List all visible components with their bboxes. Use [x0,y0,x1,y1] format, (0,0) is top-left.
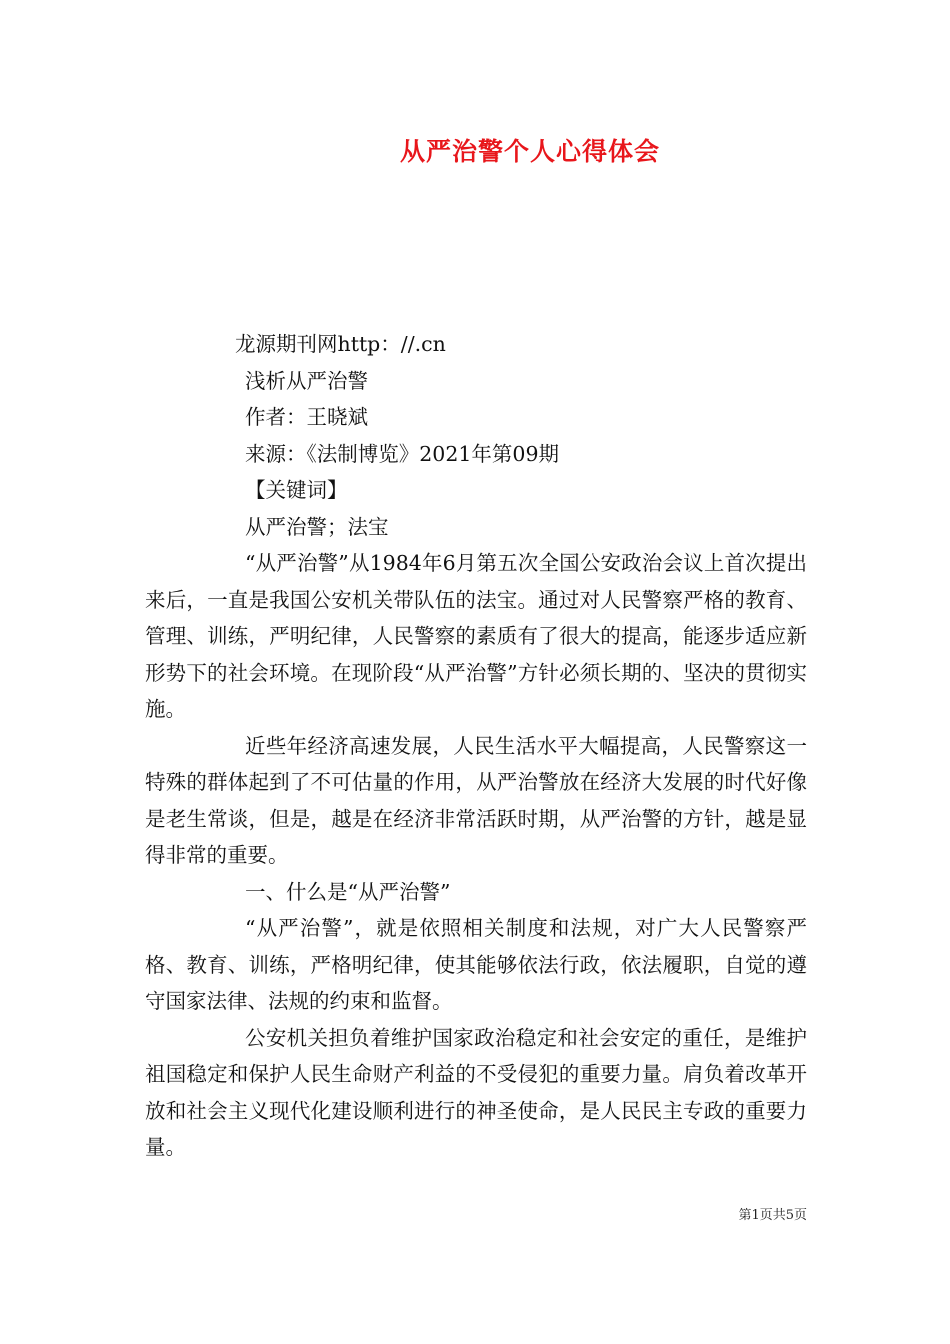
paragraph: “从严治警”从1984年6月第五次全国公安政治会议上首次提出来后，一直是我国公安机关带队伍的法宝。通过对人民警察严格的教育、管理、训练，严明纪律，人民警察的素质有了很大的提高，能逐步适应新形势下的社会环境。在现阶段“从严治警”方针必须长期的、坚决的贯彻实施。 [145,551,807,721]
keywords-line: 从严治警；法宝 [245,514,389,539]
document-body [145,326,807,1166]
keywords-heading: 【关键词】 [245,478,348,502]
section-heading: 一、什么是“从严治警” [245,879,451,904]
paragraph: “从严治警”，就是依照相关制度和法规，对广大人民警察严格、教育、训练，严格明纪律，使其能够依法行政，依法履职，自觉的遵守国家法律、法规的约束和监督。 [145,916,807,1013]
author-line: 作者：王晓斌 [245,405,368,429]
paragraph: 近些年经济高速发展，人民生活水平大幅提高，人民警察这一特殊的群体起到了不可估量的作用，从严治警放在经济大发展的时代好像是老生常谈，但是，越是在经济非常活跃时期，从严治警的方针，越是显得非常的重要。 [145,733,807,867]
source-website-line: 龙源期刊网http：//.cn [235,332,446,356]
paragraph: 公安机关担负着维护国家政治稳定和社会安定的重任，是维护祖国稳定和保护人民生命财产利益的不受侵犯的重要力量。肩负着改革开放和社会主义现代化建设顺利进行的神圣使命，是人民民主专政的重要力量。 [145,1025,807,1159]
document-title: 从严治警个人心得体会 [399,137,660,166]
source-line: 来源：《法制博览》2021年第09期 [245,441,560,466]
page-number-footer: 第1页共5页 [738,1208,807,1223]
article-title-line: 浅析从严治警 [245,368,368,393]
